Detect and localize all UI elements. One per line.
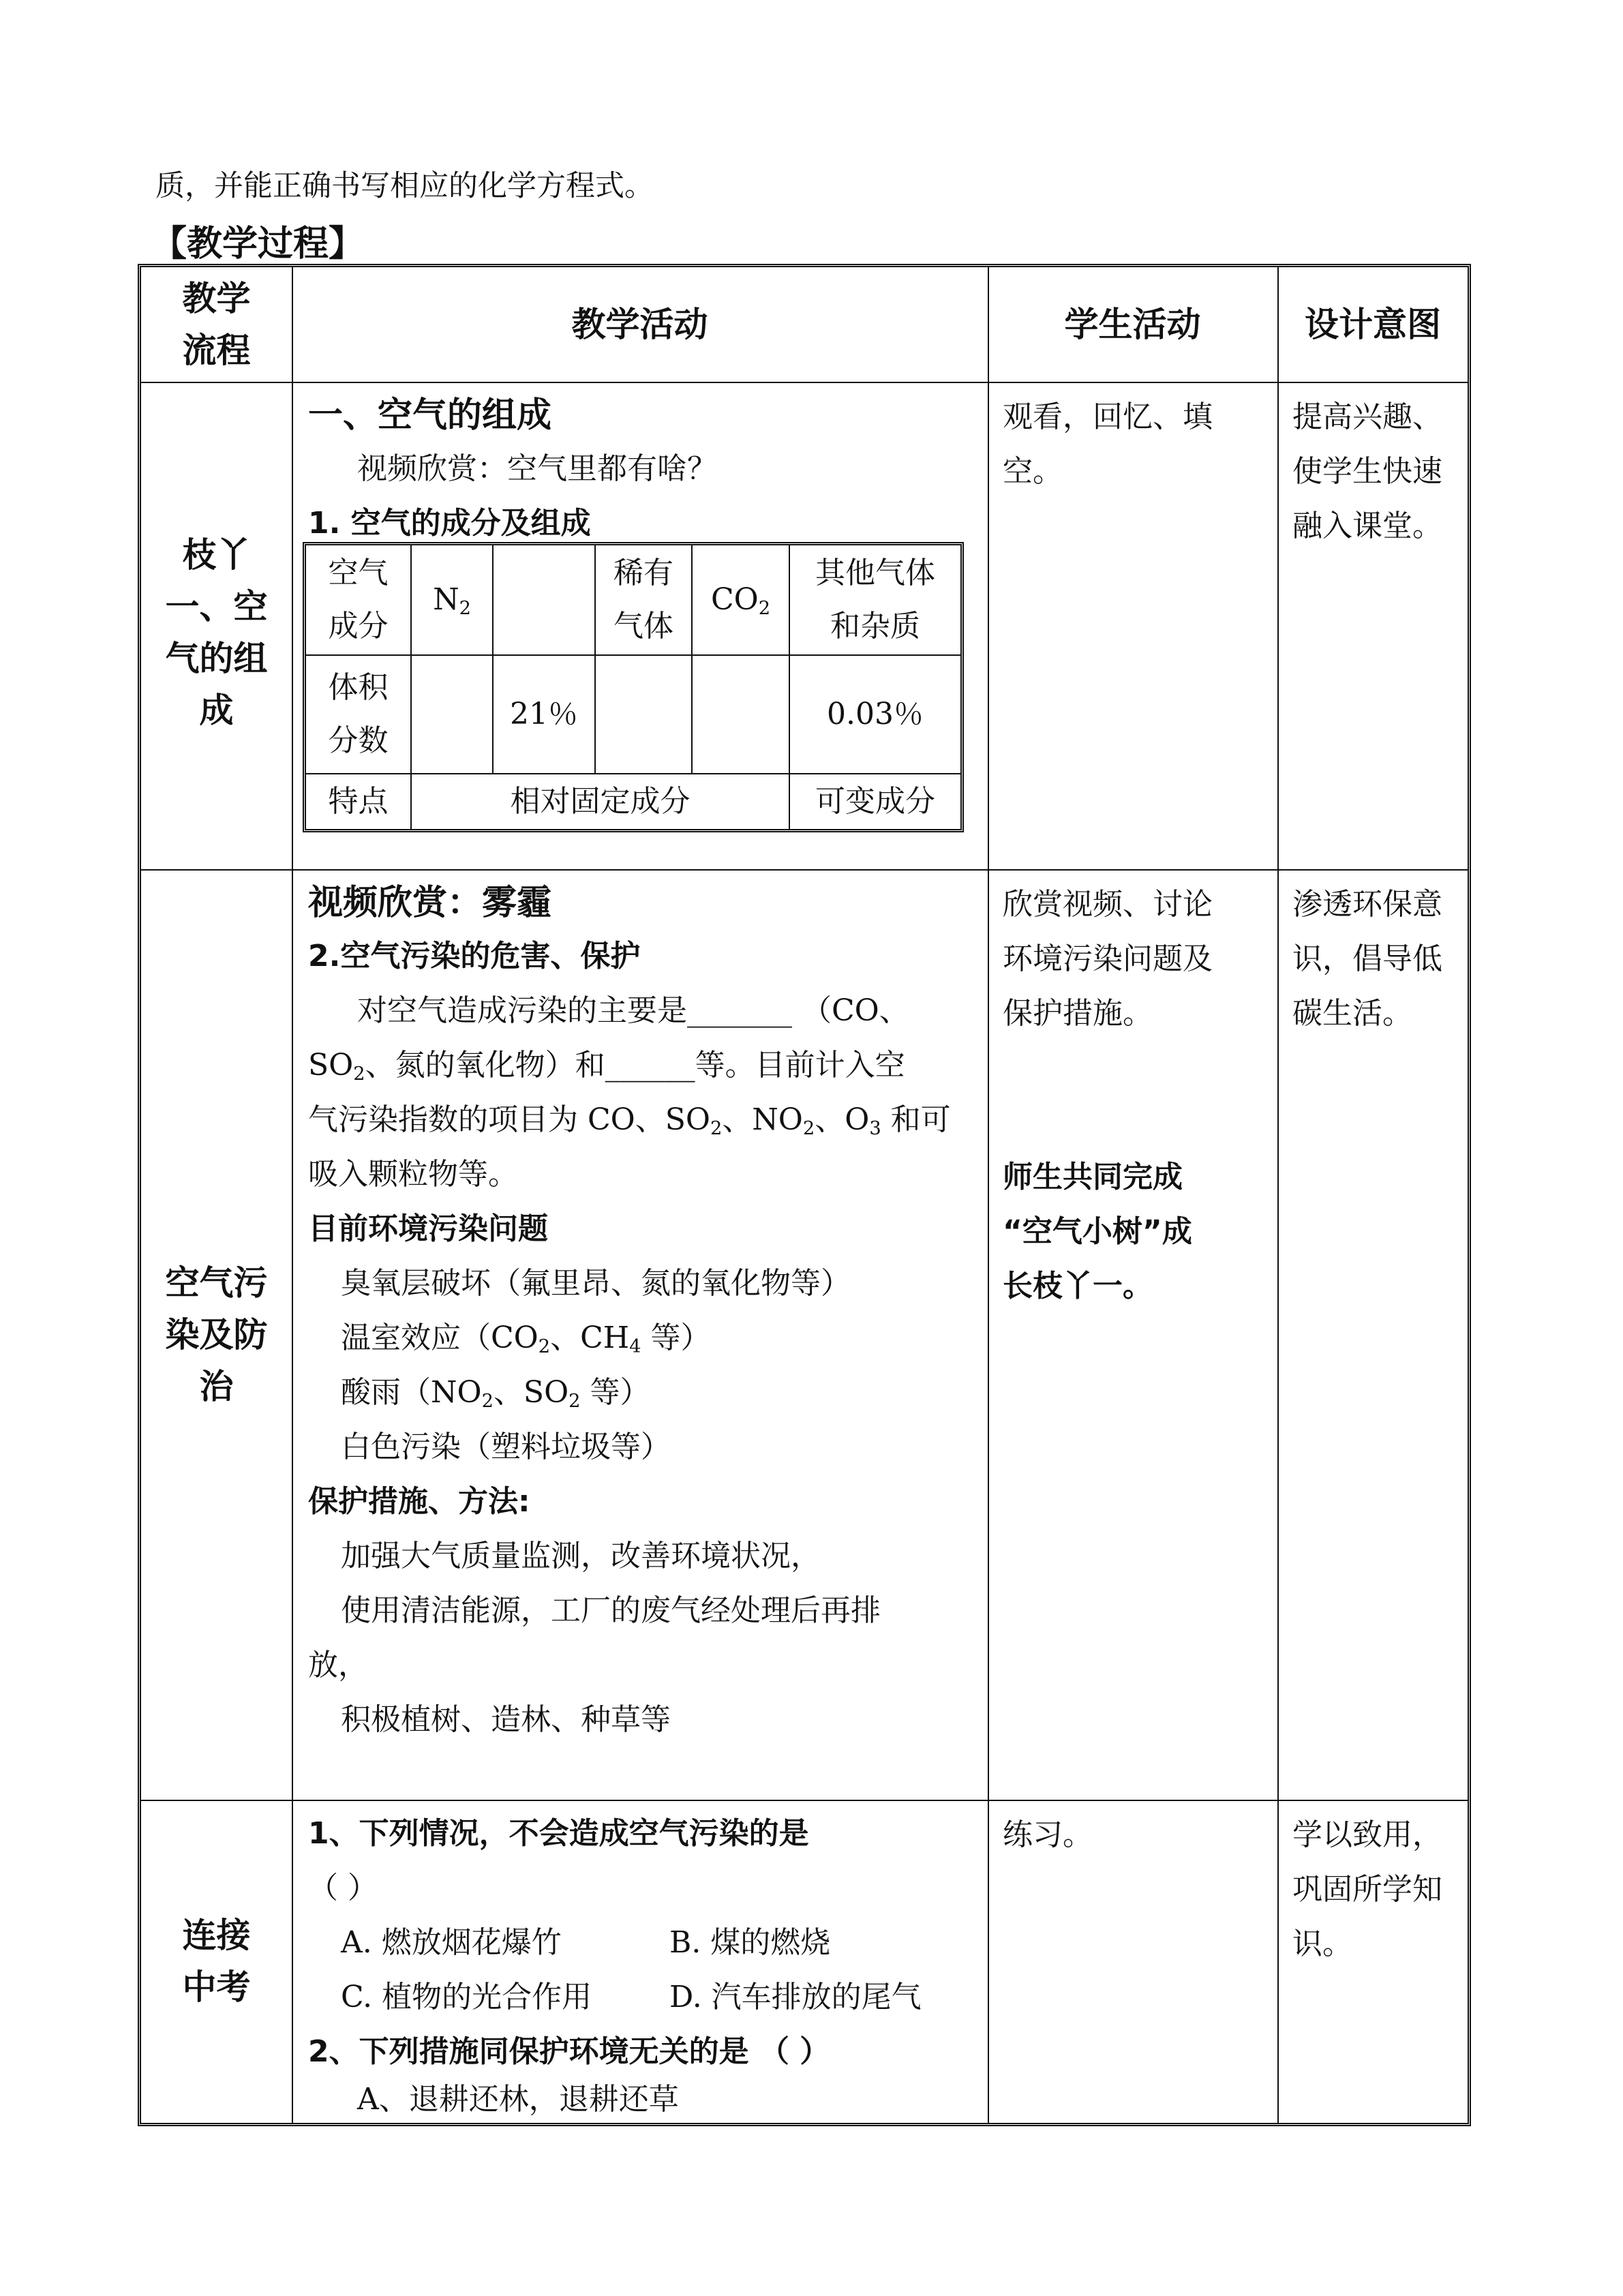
text-line: 识。 [1292, 1927, 1352, 1961]
flow-line: 气的组 [165, 638, 268, 678]
inner-cell [693, 545, 790, 656]
row2-teacher [292, 869, 988, 1800]
inner-cell [494, 545, 596, 656]
row3-q2-a: A、退耕还林，退耕还草 [357, 2082, 679, 2117]
formula-co: CO [710, 582, 759, 617]
row2-problems-heading: 目前环境污染问题 [308, 1211, 548, 1246]
row3-student [988, 1800, 1277, 2123]
text-run: 温室效应（CO [341, 1320, 539, 1355]
row1-intent [1277, 382, 1468, 869]
text-run: 、NO [722, 1102, 803, 1137]
inner-cell [790, 774, 960, 829]
header-flow-line: 教学 [182, 279, 251, 318]
inner-cell [306, 545, 412, 656]
cell-text: 21％ [510, 697, 578, 731]
text-line: 融入课堂。 [1292, 509, 1442, 543]
subscript: 2 [353, 1063, 365, 1085]
text-line: 识，倡导低 [1292, 941, 1442, 976]
intro-line: 质，并能正确书写相应的化学方程式。 [155, 169, 654, 203]
subscript: 2 [459, 597, 471, 619]
row2-measure2-cont: 放， [308, 1648, 368, 1682]
text-run: 气污染指数的项目为 CO、SO [308, 1102, 710, 1137]
row3-q1: 1、下列情况，不会造成空气污染的是 [308, 1816, 809, 1851]
row3-q1-c: C. 植物的光合作用 [341, 1980, 592, 2014]
flow-line: 枝丫 [182, 534, 251, 575]
formula-n: N [433, 582, 459, 617]
cell-text: 0.03％ [827, 697, 924, 731]
row2-student [988, 869, 1277, 1800]
inner-cell [790, 545, 960, 656]
header-teacher: 教学活动 [571, 305, 708, 344]
inner-cell [494, 656, 596, 774]
subscript: 2 [481, 1390, 494, 1412]
row2-problem3 [341, 1365, 650, 1420]
row1-video: 视频欣赏：空气里都有啥？ [357, 451, 717, 486]
text-line: 碳生活。 [1292, 996, 1412, 1031]
row3-q1-b: B. 煤的燃烧 [669, 1925, 831, 1960]
text-run: 、SO [493, 1375, 569, 1410]
text-run: 等） [641, 1320, 711, 1355]
text-line: 使学生快速 [1292, 454, 1442, 489]
row2-problem1: 臭氧层破坏（氟里昂、氮的氧化物等） [341, 1266, 851, 1301]
flow-line: 成 [199, 690, 234, 730]
subscript: 3 [869, 1117, 881, 1139]
text-line: 提高兴趣、 [1292, 399, 1442, 434]
cell-text: 特点 [328, 784, 389, 819]
cell-text: 相对固定成分 [510, 784, 691, 819]
text-line: 观看，回忆、填 [1003, 399, 1213, 434]
text-run: 、氮的氧化物）和______等。目前计入空 [365, 1048, 905, 1083]
row3-intent [1277, 1800, 1468, 2123]
inner-cell [596, 545, 693, 656]
inner-cell [412, 774, 790, 829]
cell-text: 空气 成分 [328, 556, 389, 644]
flow-line: 一、空 [165, 586, 268, 626]
subscript: 2 [538, 1335, 551, 1357]
row1-flow [141, 382, 292, 869]
row2-flow [141, 869, 292, 1800]
inner-cell [790, 656, 960, 774]
inner-cell [412, 545, 494, 656]
row2-subheading: 2.空气污染的危害、保护 [308, 939, 641, 973]
flow-line: 治 [199, 1366, 234, 1406]
row2-p4: 吸入颗粒物等。 [308, 1157, 518, 1192]
row2-heading: 视频欣赏：雾霾 [308, 883, 552, 923]
text-line: 保护措施。 [1003, 996, 1153, 1031]
row2-p2 [308, 1038, 905, 1093]
row2-problem4: 白色污染（塑料垃圾等） [341, 1430, 671, 1464]
text-line: 欣赏视频、讨论 [1003, 887, 1213, 922]
text-line: “空气小树”成 [1003, 1214, 1192, 1249]
row2-measure3: 积极植树、造林、种草等 [341, 1702, 671, 1737]
row3-teacher [292, 1800, 988, 2123]
text-line: 巩固所学知 [1292, 1872, 1442, 1907]
cell-text: 体积 分数 [328, 670, 389, 758]
flow-line: 空气污 [165, 1263, 268, 1303]
text-run: 酸雨（NO [341, 1375, 482, 1410]
subscript: 2 [802, 1117, 815, 1139]
subscript: 2 [710, 1117, 723, 1139]
inner-cell [596, 656, 693, 774]
cell-text [711, 573, 770, 626]
row2-p1: 对空气造成污染的主要是_______ （CO、 [357, 993, 909, 1028]
header-student: 学生活动 [1064, 305, 1201, 344]
subscript: 2 [758, 597, 771, 619]
inner-cell [306, 656, 412, 774]
cell-text [433, 573, 471, 626]
inner-cell [693, 656, 790, 774]
flow-line: 中考 [182, 1967, 251, 2007]
text-line: 学以致用， [1292, 1817, 1442, 1852]
cell-text: 可变成分 [815, 784, 935, 819]
text-run: 和可 [881, 1102, 951, 1137]
subscript: 4 [629, 1335, 641, 1357]
header-flow-line: 流程 [182, 331, 251, 370]
section-title: 【教学过程】 [151, 224, 365, 265]
flow-line: 连接 [182, 1916, 251, 1955]
flow-line: 染及防 [165, 1314, 268, 1355]
text-line: 练习。 [1003, 1817, 1093, 1852]
text-run: 等） [580, 1375, 650, 1410]
row2-problem2 [341, 1311, 711, 1365]
text-line: 师生共同完成 [1003, 1160, 1183, 1194]
text-line: 环境污染问题及 [1003, 941, 1213, 976]
row3-q2: 2、下列措施同保护环境无关的是 （ ） [308, 2034, 830, 2069]
row3-q1-d: D. 汽车排放的尾气 [669, 1980, 922, 2014]
row3-q1-a: A. 燃放烟花爆竹 [341, 1925, 562, 1960]
text-line: 长枝丫一。 [1003, 1269, 1153, 1303]
text-line: 渗透环保意 [1292, 887, 1442, 922]
text-line: 空。 [1003, 454, 1063, 489]
inner-cell [306, 774, 412, 829]
header-intent: 设计意图 [1305, 305, 1441, 344]
row2-measure1: 加强大气质量监测，改善环境状况， [341, 1539, 821, 1573]
row2-p3 [308, 1093, 951, 1147]
row3-q1-paren: （ ） [308, 1871, 378, 1905]
row2-measure2: 使用清洁能源，工厂的废气经处理后再排 [341, 1593, 881, 1628]
row3-flow [141, 1800, 292, 2123]
header-flow [141, 267, 292, 382]
subscript: 2 [568, 1390, 581, 1412]
row2-intent [1277, 869, 1468, 1800]
text-run: 、CH [550, 1320, 630, 1355]
row1-student [988, 382, 1277, 869]
row2-measures-heading: 保护措施、方法: [308, 1484, 530, 1519]
text-run: 、O [815, 1102, 870, 1137]
air-composition-table [303, 542, 964, 832]
row1-subheading: 1. 空气的成分及组成 [308, 506, 591, 541]
inner-cell [412, 656, 494, 774]
row1-heading: 一、空气的组成 [308, 395, 552, 436]
cell-text: 稀有 气体 [613, 556, 673, 644]
cell-text: 其他气体 和杂质 [815, 556, 935, 644]
text-run: SO [308, 1048, 354, 1083]
